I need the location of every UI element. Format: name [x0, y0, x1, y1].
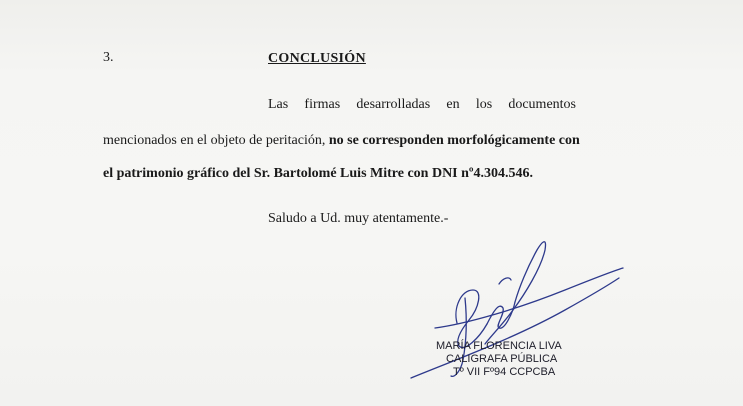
paragraph-word: firmas [304, 97, 341, 112]
paragraph-word: en [446, 97, 460, 112]
section-number: 3. [103, 50, 114, 65]
paragraph-line-2 [103, 133, 580, 149]
paragraph-word: los [475, 97, 493, 112]
paragraph-word: Las [268, 97, 289, 112]
signature-stroke [435, 268, 623, 328]
signature-stamp [436, 340, 562, 379]
paragraph-bold-text: no se corresponden morfológicamente con [328, 133, 580, 148]
stamp-title: CALIGRAFA PÚBLICA [446, 353, 558, 365]
signature-stroke [499, 278, 511, 284]
closing-salutation: Saludo a Ud. muy atentamente.- [268, 211, 449, 226]
paragraph-regular-text: mencionados en el objeto de peritación, [103, 133, 329, 148]
stamp-registry: Tº VII Fº94 CCPCBA [453, 366, 556, 378]
paragraph-word: documentos [508, 97, 576, 112]
signature-stroke [456, 290, 487, 347]
paragraph-line-3: el patrimonio gráfico del Sr. Bartolomé Luis Mitre con DNI nº4.304.546. [103, 166, 534, 181]
paragraph-line-1 [268, 97, 576, 113]
stamp-name: MARÍA FLORENCIA LIVA [436, 340, 562, 352]
paragraph-word: desarrolladas [356, 97, 431, 112]
signature-stroke [485, 242, 546, 344]
section-heading: CONCLUSIÓN [268, 51, 366, 66]
